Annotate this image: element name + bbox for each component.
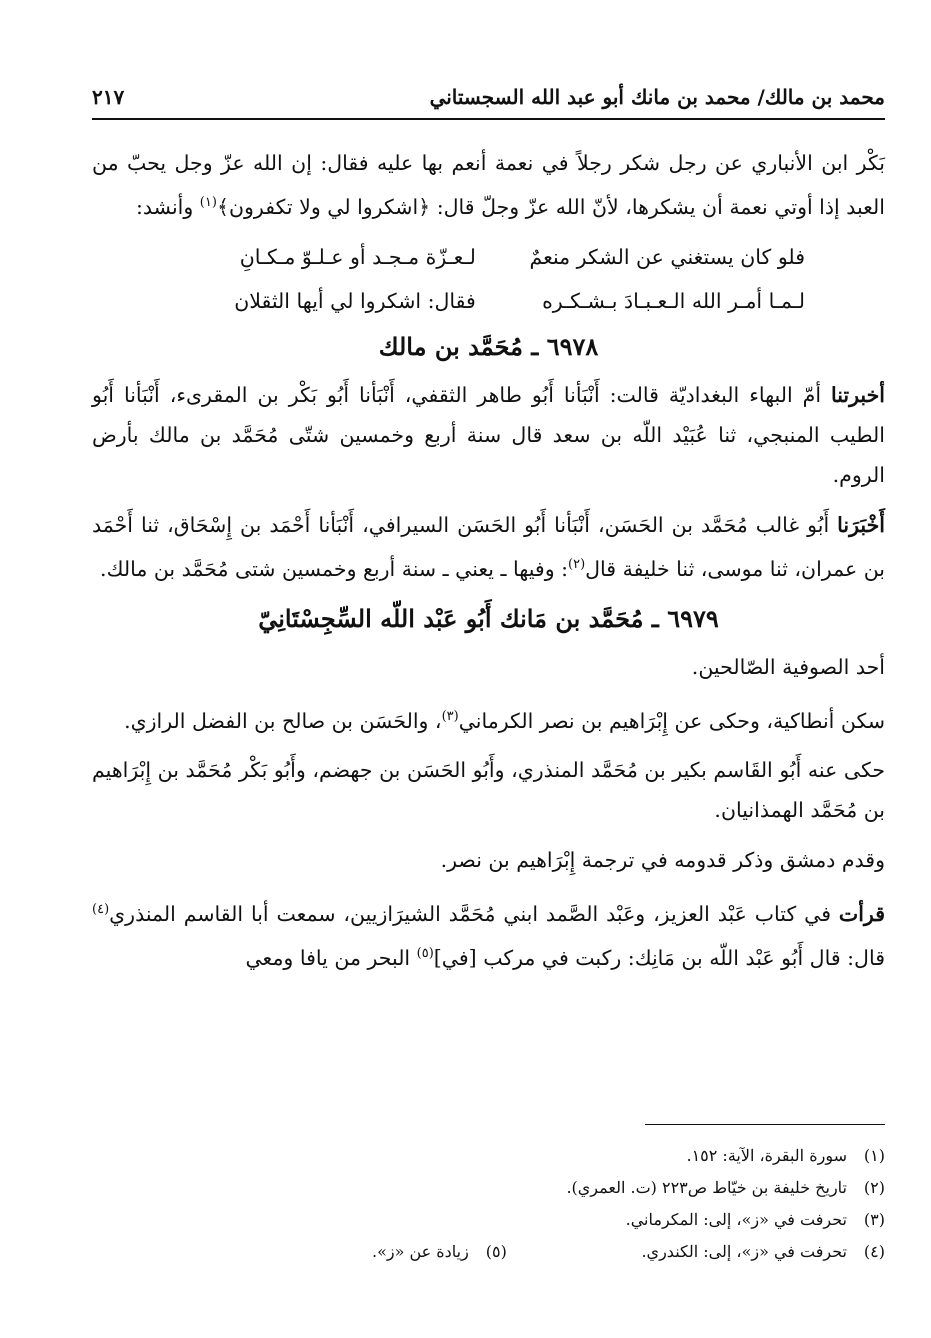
footnote xyxy=(92,1140,885,1172)
footnote-number: (١) xyxy=(863,1146,885,1165)
lead-word: أخبرتنا xyxy=(830,382,885,407)
paragraph xyxy=(92,505,885,589)
paragraph xyxy=(92,890,885,978)
verse-hemistich: لـمـا أمـر الله الـعـبـادَ بـشـكـره xyxy=(542,288,805,313)
footnote-number: (٣) xyxy=(863,1210,885,1229)
footnote-rule xyxy=(645,1124,885,1125)
paragraph-text: أمّ البهاء البغداديّة قالت: أَنْبَأنا أَبُو طاهر الثقفي، أَنْبَأنا أَبُو بَكْر بن المقرىء، أَنْبَأنا أَبُو الطيب المنبجي، ثنا عُبَيْد اللّه بن سعد قال سنة أربع وخمسين شتّى مُحَمَّد بن مالك بأرض الروم. xyxy=(92,382,885,487)
footnote-ref: (١) xyxy=(199,195,217,210)
footnote-ref: (٢) xyxy=(568,556,586,572)
paragraph-text: البحر من يافا ومعي xyxy=(245,946,417,971)
running-title: محمد بن مالك/ محمد بن مانك أبو عبد الله السجستاني xyxy=(429,85,885,109)
header-rule xyxy=(92,118,885,120)
paragraph-text: ، والحَسَن بن صالح بن الفضل الرازي. xyxy=(124,708,442,733)
footnote xyxy=(641,1236,885,1268)
entry-heading: ٦٩٧٩ ـ مُحَمَّد بن مَانك أَبُو عَبْد اللّه السِّجِسْتَانِيّ xyxy=(258,603,719,633)
footnote-ref: (٤) xyxy=(92,902,110,918)
lead-word: أَخْبَرَنا xyxy=(837,512,885,537)
footnote xyxy=(372,1236,507,1268)
entry-heading: ٦٩٧٨ ـ مُحَمَّد بن مالك xyxy=(378,331,599,361)
page-header xyxy=(92,82,885,112)
footnote-text: تاريخ خليفة بن خيّاط ص٢٢٣ (ت. العمري). xyxy=(566,1178,847,1197)
verse-line xyxy=(92,237,885,277)
verse-line xyxy=(92,281,885,321)
footnote xyxy=(92,1204,885,1236)
verse-hemistich: لـعـزّة مـجـد أو عـلـوّ مـكـانِ xyxy=(239,244,476,269)
main-text xyxy=(92,143,885,988)
footnote-ref: (٥) xyxy=(416,946,434,962)
footnote-row xyxy=(92,1236,885,1268)
paragraph-text: قال: قال أَبُو عَبْد اللّه بن مَانِك: ركبت في مركب [في] xyxy=(433,946,885,971)
paragraph-text: أَبُو غالب مُحَمَّد بن الحَسَن، أَنْبَأنا أَبُو الحَسَن السيرافي، أَنْبَأنا أَحْمَد بن إِسْحَاق، ثنا أَحْمَد بن عمران، ثنا موسى، ثنا خليفة قال xyxy=(92,512,885,581)
paragraph-text: وأنشد: xyxy=(136,194,200,219)
paragraph xyxy=(92,143,885,227)
footnote xyxy=(92,1172,885,1204)
footnote-number: (٢) xyxy=(863,1178,885,1197)
paragraph-text: سكن أنطاكية، وحكى عن إِبْرَاهيم بن نصر الكرماني xyxy=(458,708,885,733)
lead-word: قرأت xyxy=(838,902,885,927)
paragraph xyxy=(92,375,885,495)
verse-hemistich: فقال: اشكروا لي أيها الثقلان xyxy=(234,288,476,313)
paragraph: وقدم دمشق وذكر قدومه في ترجمة إِبْرَاهيم بن نصر. xyxy=(440,848,885,873)
paragraph-text: بَكْر ابن الأنباري عن رجل شكر رجلاً في نعمة أنعم بها عليه فقال: إن الله عزّ وجل يحبّ من العبد إذا أوتي نعمة أن يشكرها، لأنّ الله عزّ وجلّ قال: ﴿اشكروا لي ولا تكفرون﴾ xyxy=(92,151,885,219)
paragraph: أحد الصوفية الصّالحين. xyxy=(691,654,885,679)
footnotes xyxy=(92,1140,885,1268)
footnote-number: (٥) xyxy=(485,1242,507,1261)
paragraph-text: في كتاب عَبْد العزيز، وعَبْد الصَّمد ابني مُحَمَّد الشيرَازيين، سمعت أبا القاسم المنذري xyxy=(109,902,839,927)
footnote-text: زيادة عن «ز». xyxy=(372,1242,469,1261)
page-number: ٢١٧ xyxy=(92,85,125,109)
footnote-text: تحرفت في «ز»، إلى: المكرماني. xyxy=(625,1210,847,1229)
footnote-text: سورة البقرة، الآية: ١٥٢. xyxy=(686,1146,847,1165)
footnote-text: تحرفت في «ز»، إلى: الكندري. xyxy=(641,1242,847,1261)
footnote-ref: (٣) xyxy=(441,708,459,724)
paragraph-text: : وفيها ـ يعني ـ سنة أربع وخمسين شتى مُحَمَّد بن مالك. xyxy=(100,556,569,581)
footnote-number: (٤) xyxy=(863,1242,885,1261)
verse-hemistich: فلو كان يستغني عن الشكر منعمٌ xyxy=(529,244,805,269)
paragraph: حكى عنه أَبُو القَاسم بكير بن مُحَمَّد المنذري، وأَبُو الحَسَن بن جهضم، وأَبُو بَكْر مُحَمَّد بن إِبْرَاهيم بن مُحَمَّد الهمذانيان. xyxy=(92,758,885,823)
paragraph xyxy=(92,697,885,741)
